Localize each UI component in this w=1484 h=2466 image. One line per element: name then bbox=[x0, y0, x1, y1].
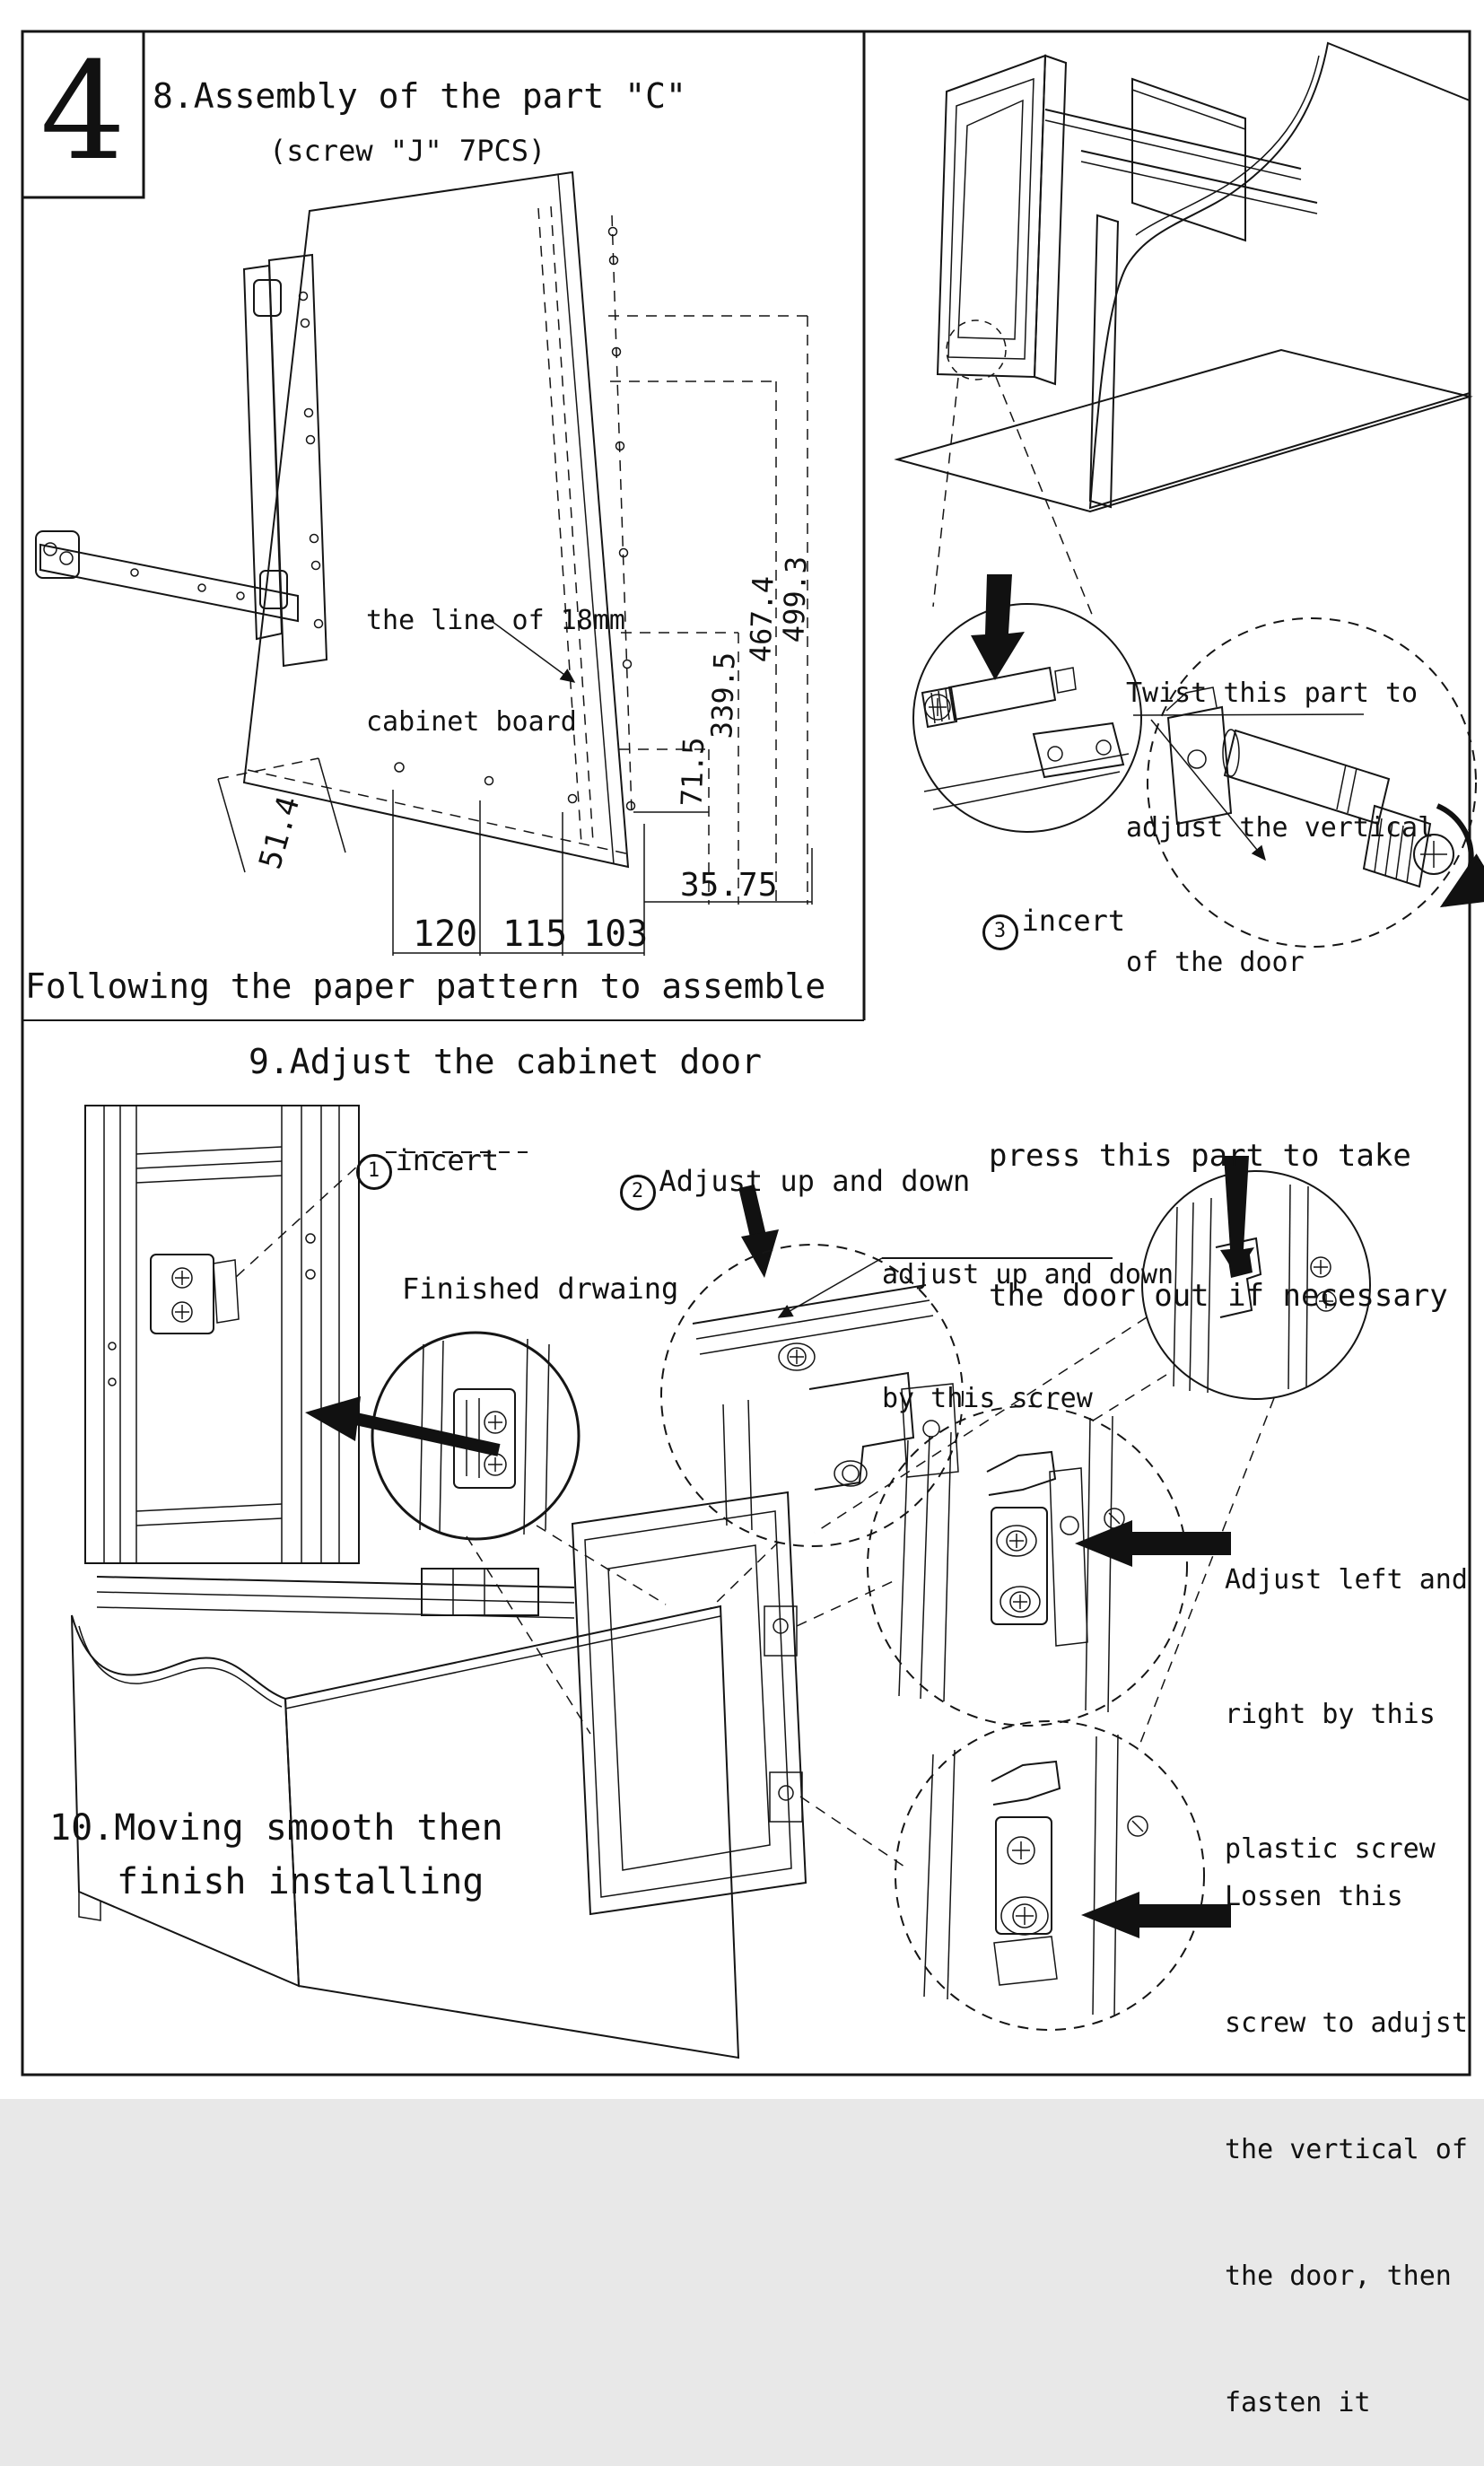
note-lossen-line4: the door, then bbox=[1225, 2260, 1452, 2292]
left-arrow-icon bbox=[1139, 1904, 1231, 1928]
section10-title-line1: 10.Moving smooth then bbox=[49, 1807, 503, 1849]
note-leftright-line1: Adjust left and bbox=[1225, 1564, 1468, 1596]
note-twist-line1: Twist this part to bbox=[1126, 678, 1419, 709]
dim-120: 120 bbox=[413, 914, 478, 955]
note-press-line1: press this part to take bbox=[989, 1138, 1411, 1174]
step1-incert-label bbox=[321, 1106, 499, 1190]
section9-title: 9.Adjust the cabinet door bbox=[249, 1042, 762, 1081]
note-press-line2: the door out if necessary bbox=[989, 1278, 1448, 1314]
step2-text: Adjust up and down bbox=[659, 1164, 971, 1198]
dim-499-3: 499.3 bbox=[776, 555, 814, 643]
board-note bbox=[366, 537, 625, 773]
finished-frame-drawing bbox=[85, 1106, 359, 1563]
note-lossen-line3: the vertical of bbox=[1225, 2134, 1468, 2165]
page-number: 4 bbox=[39, 34, 127, 190]
cabinet-assembly-drawing bbox=[897, 43, 1470, 621]
step1-text: incert bbox=[395, 1143, 500, 1177]
note-leftright-line2: right by this bbox=[1225, 1699, 1436, 1730]
dim-115: 115 bbox=[502, 914, 568, 955]
board-note-line1: the line of 18mm bbox=[366, 605, 625, 636]
lossen-detail-circle bbox=[895, 1721, 1231, 2030]
part-c-rail-drawing bbox=[36, 255, 327, 666]
note-press bbox=[989, 1039, 1448, 1366]
note-lossen-line5: fasten it bbox=[1225, 2387, 1371, 2418]
dim-103: 103 bbox=[583, 914, 649, 955]
down-arrow-icon bbox=[971, 574, 1025, 680]
note-finished: Finished drwaing bbox=[402, 1272, 679, 1306]
circled-2: 2 bbox=[620, 1175, 656, 1211]
dim-467-4: 467.4 bbox=[743, 575, 781, 663]
circled-1: 1 bbox=[356, 1154, 392, 1190]
circled-3: 3 bbox=[982, 914, 1018, 950]
dim-51-4: 51.4 bbox=[252, 792, 308, 873]
note-lossen bbox=[1225, 1791, 1468, 2466]
section8-title: 8.Assembly of the part "C" bbox=[153, 76, 686, 116]
section8-subtitle: (screw "J" 7PCS) bbox=[269, 134, 546, 168]
step3-text: incert bbox=[1021, 904, 1126, 938]
insert-detail-circle bbox=[913, 574, 1141, 832]
finished-detail-circle bbox=[305, 1333, 579, 1539]
dim-3575: 35.75 bbox=[680, 867, 778, 904]
dim-339-5: 339.5 bbox=[704, 651, 742, 739]
board-note-line2: cabinet board bbox=[366, 705, 577, 738]
dim-71-5: 71.5 bbox=[674, 736, 711, 808]
note-updown-line1: adjust up and down bbox=[882, 1259, 1174, 1290]
cabinet-door-drawing bbox=[572, 1492, 806, 1914]
section8-footer: Following the paper pattern to assemble bbox=[25, 966, 826, 1006]
note-twist-line3: of the door bbox=[1126, 947, 1305, 978]
note-leftright-line3: plastic screw bbox=[1225, 1833, 1436, 1865]
section10-title-line2: finish installing bbox=[117, 1861, 484, 1902]
note-twist-line2: adjust the vertical bbox=[1126, 812, 1435, 844]
note-lossen-line2: screw to adujst bbox=[1225, 2007, 1468, 2039]
note-twist bbox=[1126, 582, 1434, 1030]
step3-incert-label bbox=[947, 867, 1125, 950]
note-lossen-line1: Lossen this bbox=[1225, 1881, 1403, 1912]
left-arrow-icon bbox=[1132, 1532, 1231, 1555]
note-updown-line2: by this screw bbox=[882, 1383, 1093, 1414]
